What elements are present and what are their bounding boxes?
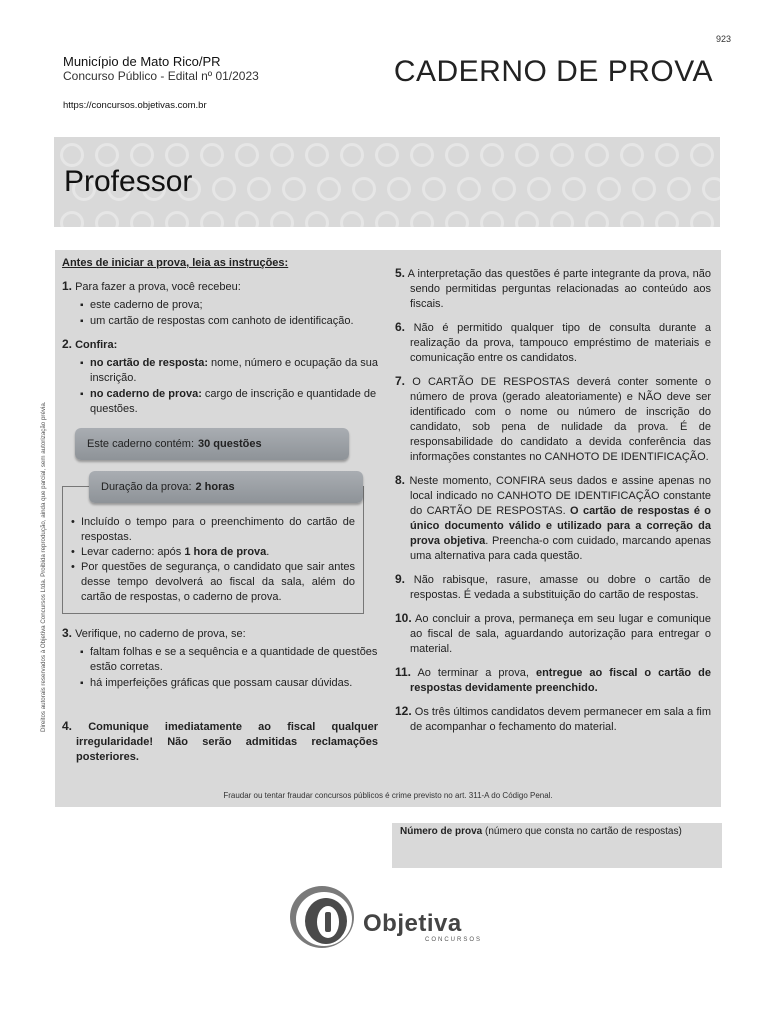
fraud-warning: Fraudar ou tentar fraudar concursos públicos é crime previsto no art. 311-A do Código Penal. xyxy=(223,791,553,800)
logo-subtitle: CONCURSOS xyxy=(425,937,483,943)
list-item: ▪ há imperfeições gráficas que possam causar dúvidas. xyxy=(80,676,378,691)
instruction-8 xyxy=(395,473,711,564)
instruction-1-list xyxy=(80,298,378,329)
item-text: A interpretação das questões é parte integrante da prova, não sendo permitidas perguntas relacionadas ao conteúdo aos fiscais. xyxy=(407,268,711,310)
list-item xyxy=(80,387,378,417)
pill-label: Duração da prova: xyxy=(101,480,192,493)
watermark-row xyxy=(60,143,714,167)
instruction-10 xyxy=(395,611,711,657)
item-text: nome, número e ocupação da sua inscrição. xyxy=(90,357,378,384)
item-text: Ao terminar a prova, xyxy=(417,667,529,679)
item-text: . xyxy=(266,546,270,558)
bold-label: 1 hora de prova xyxy=(184,546,267,558)
bold-label: no caderno de prova: xyxy=(90,388,202,400)
role-band xyxy=(54,137,720,227)
list-item: ▪ um cartão de respostas com canhoto de identificação. xyxy=(80,314,378,329)
contest-edital: Concurso Público - Edital nº 01/2023 xyxy=(63,69,259,83)
item-text: Para fazer a prova, você recebeu: xyxy=(75,281,241,293)
item-number: 10. xyxy=(395,611,412,625)
instruction-3 xyxy=(62,626,378,642)
header-left xyxy=(63,54,259,84)
item-number: 11. xyxy=(395,665,412,679)
item-text: O CARTÃO DE RESPOSTAS deverá conter somente o número de prova (gerado aleatoriamente) e NÃO deve ser identificado com o nome ou número de inscrição do candidato, sob pena de nulidade da prova. É de responsabilidade do candidato a devida conferência das informações constantes no CANHOTO DE IDENTIFICAÇÃO. xyxy=(410,376,711,463)
instruction-1 xyxy=(62,279,378,295)
logo-mark-icon xyxy=(288,884,360,954)
instructions-left-column xyxy=(62,256,378,765)
list-item: ▪ este caderno de prova; xyxy=(80,298,378,313)
item-text: Neste momento, CONFIRA seus dados e assine apenas no local indicado no CANHOTO DE IDENTIFICAÇÃO constante do CARTÃO DE RESPOSTAS. xyxy=(409,475,711,517)
instructions-panel xyxy=(55,250,721,807)
bold-text: entregue ao fiscal o cartão de respostas devidamente preenchido. xyxy=(410,667,711,694)
instruction-11 xyxy=(395,665,711,696)
instruction-2 xyxy=(62,337,378,353)
list-item: ▪ faltam folhas e se a sequência e a quantidade de questões estão corretas. xyxy=(80,645,378,675)
list-item: • Incluído o tempo para o preenchimento do cartão de respostas. xyxy=(71,515,355,545)
item-number: 8. xyxy=(395,473,406,487)
objetiva-logo xyxy=(288,884,488,954)
duration-value: 2 horas xyxy=(195,480,235,493)
bold-text: O cartão de respostas é o único documento válido e utilizado para a correção da prova objetiva xyxy=(410,505,712,547)
item-number: 4. xyxy=(62,719,73,733)
bold-label: no cartão de resposta: xyxy=(90,357,208,369)
item-text: Verifique, no caderno de prova, se: xyxy=(75,628,246,640)
item-text: Ao concluir a prova, permaneça em seu lugar e comunique ao fiscal de sala, aguardando autorização para entregar o material. xyxy=(410,613,711,655)
item-number: 12. xyxy=(395,704,412,718)
prova-number-box[interactable] xyxy=(392,823,722,868)
label-hint: (número que consta no cartão de respostas) xyxy=(485,826,682,837)
item-number: 5. xyxy=(395,266,406,280)
instructions-title: Antes de iniciar a prova, leia as instruções: xyxy=(62,257,289,269)
item-number: 6. xyxy=(395,320,406,334)
item-text: Os três últimos candidatos devem permanecer em sala a fim de acompanhar o fechamento do material. xyxy=(410,706,711,733)
instruction-9 xyxy=(395,572,711,603)
duration-list xyxy=(71,515,355,605)
label-bold: Número de prova xyxy=(400,826,483,837)
instruction-3-list xyxy=(80,645,378,691)
item-text: Comunique imediatamente ao fiscal qualquer irregularidade! Não serão admitidas reclamações posteriores. xyxy=(76,721,378,763)
instruction-4 xyxy=(62,719,378,765)
instruction-12 xyxy=(395,704,711,735)
duration-pill xyxy=(89,471,363,503)
copyright-side-note: Direitos autorais reservados à Objetiva Concursos Ltda. Proibida reprodução, ainda que parcial, sem autorização prévia. xyxy=(40,401,47,732)
item-text: Não é permitido qualquer tipo de consulta durante a realização da prova, tampouco empréstimo de materiais e comunicação entre os candidatos. xyxy=(410,322,711,364)
duration-box xyxy=(62,480,364,614)
item-number: 1. xyxy=(62,279,73,293)
municipality: Município de Mato Rico/PR xyxy=(63,54,221,69)
item-text: . Preencha-o com cuidado, marcando apenas uma alternativa para cada questão. xyxy=(410,535,711,562)
item-number: 3. xyxy=(62,626,73,640)
item-number: 7. xyxy=(395,374,406,388)
role-title: Professor xyxy=(64,165,193,198)
item-number: 2. xyxy=(62,337,73,351)
document-title: CADERNO DE PROVA xyxy=(393,55,713,88)
instructions-right-column xyxy=(395,266,711,743)
item-text: Levar caderno: após xyxy=(81,546,182,558)
watermark-row xyxy=(60,211,714,227)
list-item: • Por questões de segurança, o candidato que sair antes desse tempo devolverá ao fiscal da sala, além do cartão de respostas, o caderno de prova. xyxy=(71,560,355,605)
list-item xyxy=(71,545,355,560)
website-url: https://concursos.objetivas.com.br xyxy=(63,100,207,111)
item-text: Confira: xyxy=(75,339,118,351)
item-number: 9. xyxy=(395,572,406,586)
prova-number-label xyxy=(400,826,682,837)
list-item xyxy=(80,356,378,386)
instruction-6 xyxy=(395,320,711,366)
logo-wordmark: Objetiva xyxy=(363,910,462,937)
pill-label: Este caderno contém: xyxy=(87,437,195,450)
item-text: Não rabisque, rasure, amasse ou dobre o cartão de respostas. É vedada a substituição do cartão de respostas. xyxy=(410,574,711,601)
page-number: 923 xyxy=(716,34,732,44)
questions-count: 30 questões xyxy=(198,437,262,450)
instruction-2-list xyxy=(80,356,378,417)
instruction-7 xyxy=(395,374,711,465)
instruction-5 xyxy=(395,266,711,312)
item-text: cargo de inscrição e quantidade de questões. xyxy=(90,388,377,415)
questions-count-pill xyxy=(75,428,349,460)
